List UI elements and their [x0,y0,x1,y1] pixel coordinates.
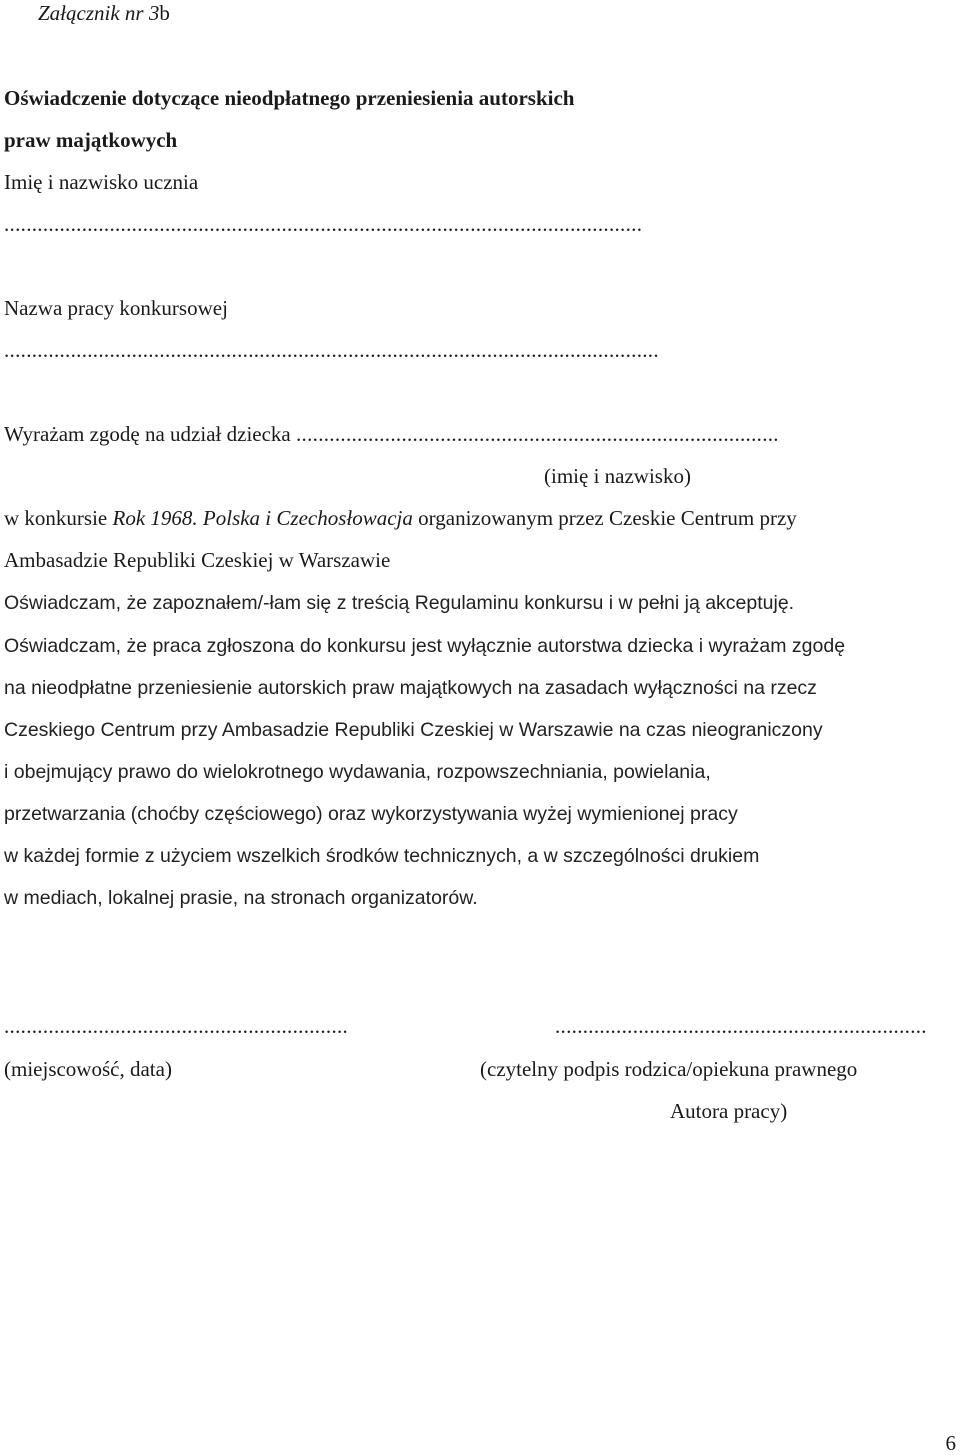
signature-caption-line-2: Autora pracy) [670,1099,788,1123]
place-date-caption: (miejscowość, data) [4,1057,172,1081]
contest-line-2: Ambasadzie Republiki Czeskiej w Warszawie [4,548,391,572]
statement-rights-line: w mediach, lokalnej prasie, na stronach organizatorów. [4,887,478,909]
child-name-caption: (imię i nazwisko) [544,464,691,488]
statement-rights-line: Czeskiego Centrum przy Ambasadzie Republiki Czeskiej w Warszawie na czas nieograniczony [4,719,823,741]
contest-prefix: w konkursie [4,506,113,530]
attachment-label-text: Załącznik nr 3 [38,1,160,25]
document-title-line-1: Oświadczenie dotyczące nieodpłatnego przeniesienia autorskich [4,86,575,110]
signature-caption-line-1: (czytelny podpis rodzica/opiekuna prawnego [480,1057,858,1081]
work-name-field: ...................................................................................................................... [4,338,659,362]
page-number: 6 [945,1431,956,1455]
statement-regulations: Oświadczam, że zapoznałem/-łam się z treścią Regulaminu konkursu i w pełni ją akceptuję. [4,592,795,614]
contest-suffix: organizowanym przez Czeskie Centrum przy [412,506,797,530]
document-title-line-2: praw majątkowych [4,128,178,152]
consent-line [4,424,779,445]
contest-name-part-2: Polska i Czechosłowacja [197,506,413,530]
work-name-label: Nazwa pracy konkursowej [4,296,228,320]
student-name-field: ................................................................................................................... [4,212,643,236]
statement-rights-line: i obejmujący prawo do wielokrotnego wydawania, rozpowszechniania, powielania, [4,761,711,783]
signature-field: ................................................................... [555,1014,927,1038]
statement-rights-line: na nieodpłatne przeniesienie autorskich praw majątkowych na zasadach wyłączności na rzecz [4,677,817,699]
statement-rights-line: Oświadczam, że praca zgłoszona do konkursu jest wyłącznie autorstwa dziecka i wyrażam zgodę [4,635,846,657]
statement-rights-line: w każdej formie z użyciem wszelkich środków technicznych, a w szczególności drukiem [4,845,760,867]
attachment-label-suffix: b [159,1,170,25]
child-name-field: ....................................................................................... [296,422,779,446]
place-date-field: .............................................................. [4,1014,349,1038]
contest-name-part-1: Rok 1968. [112,506,198,530]
consent-prefix: Wyrażam zgodę na udział dziecka [4,422,291,446]
contest-line [4,508,797,529]
student-name-label: Imię i nazwisko ucznia [4,170,199,194]
statement-rights-line: przetwarzania (choćby częściowego) oraz wykorzystywania wyżej wymienionej pracy [4,803,738,825]
attachment-label [38,3,170,24]
